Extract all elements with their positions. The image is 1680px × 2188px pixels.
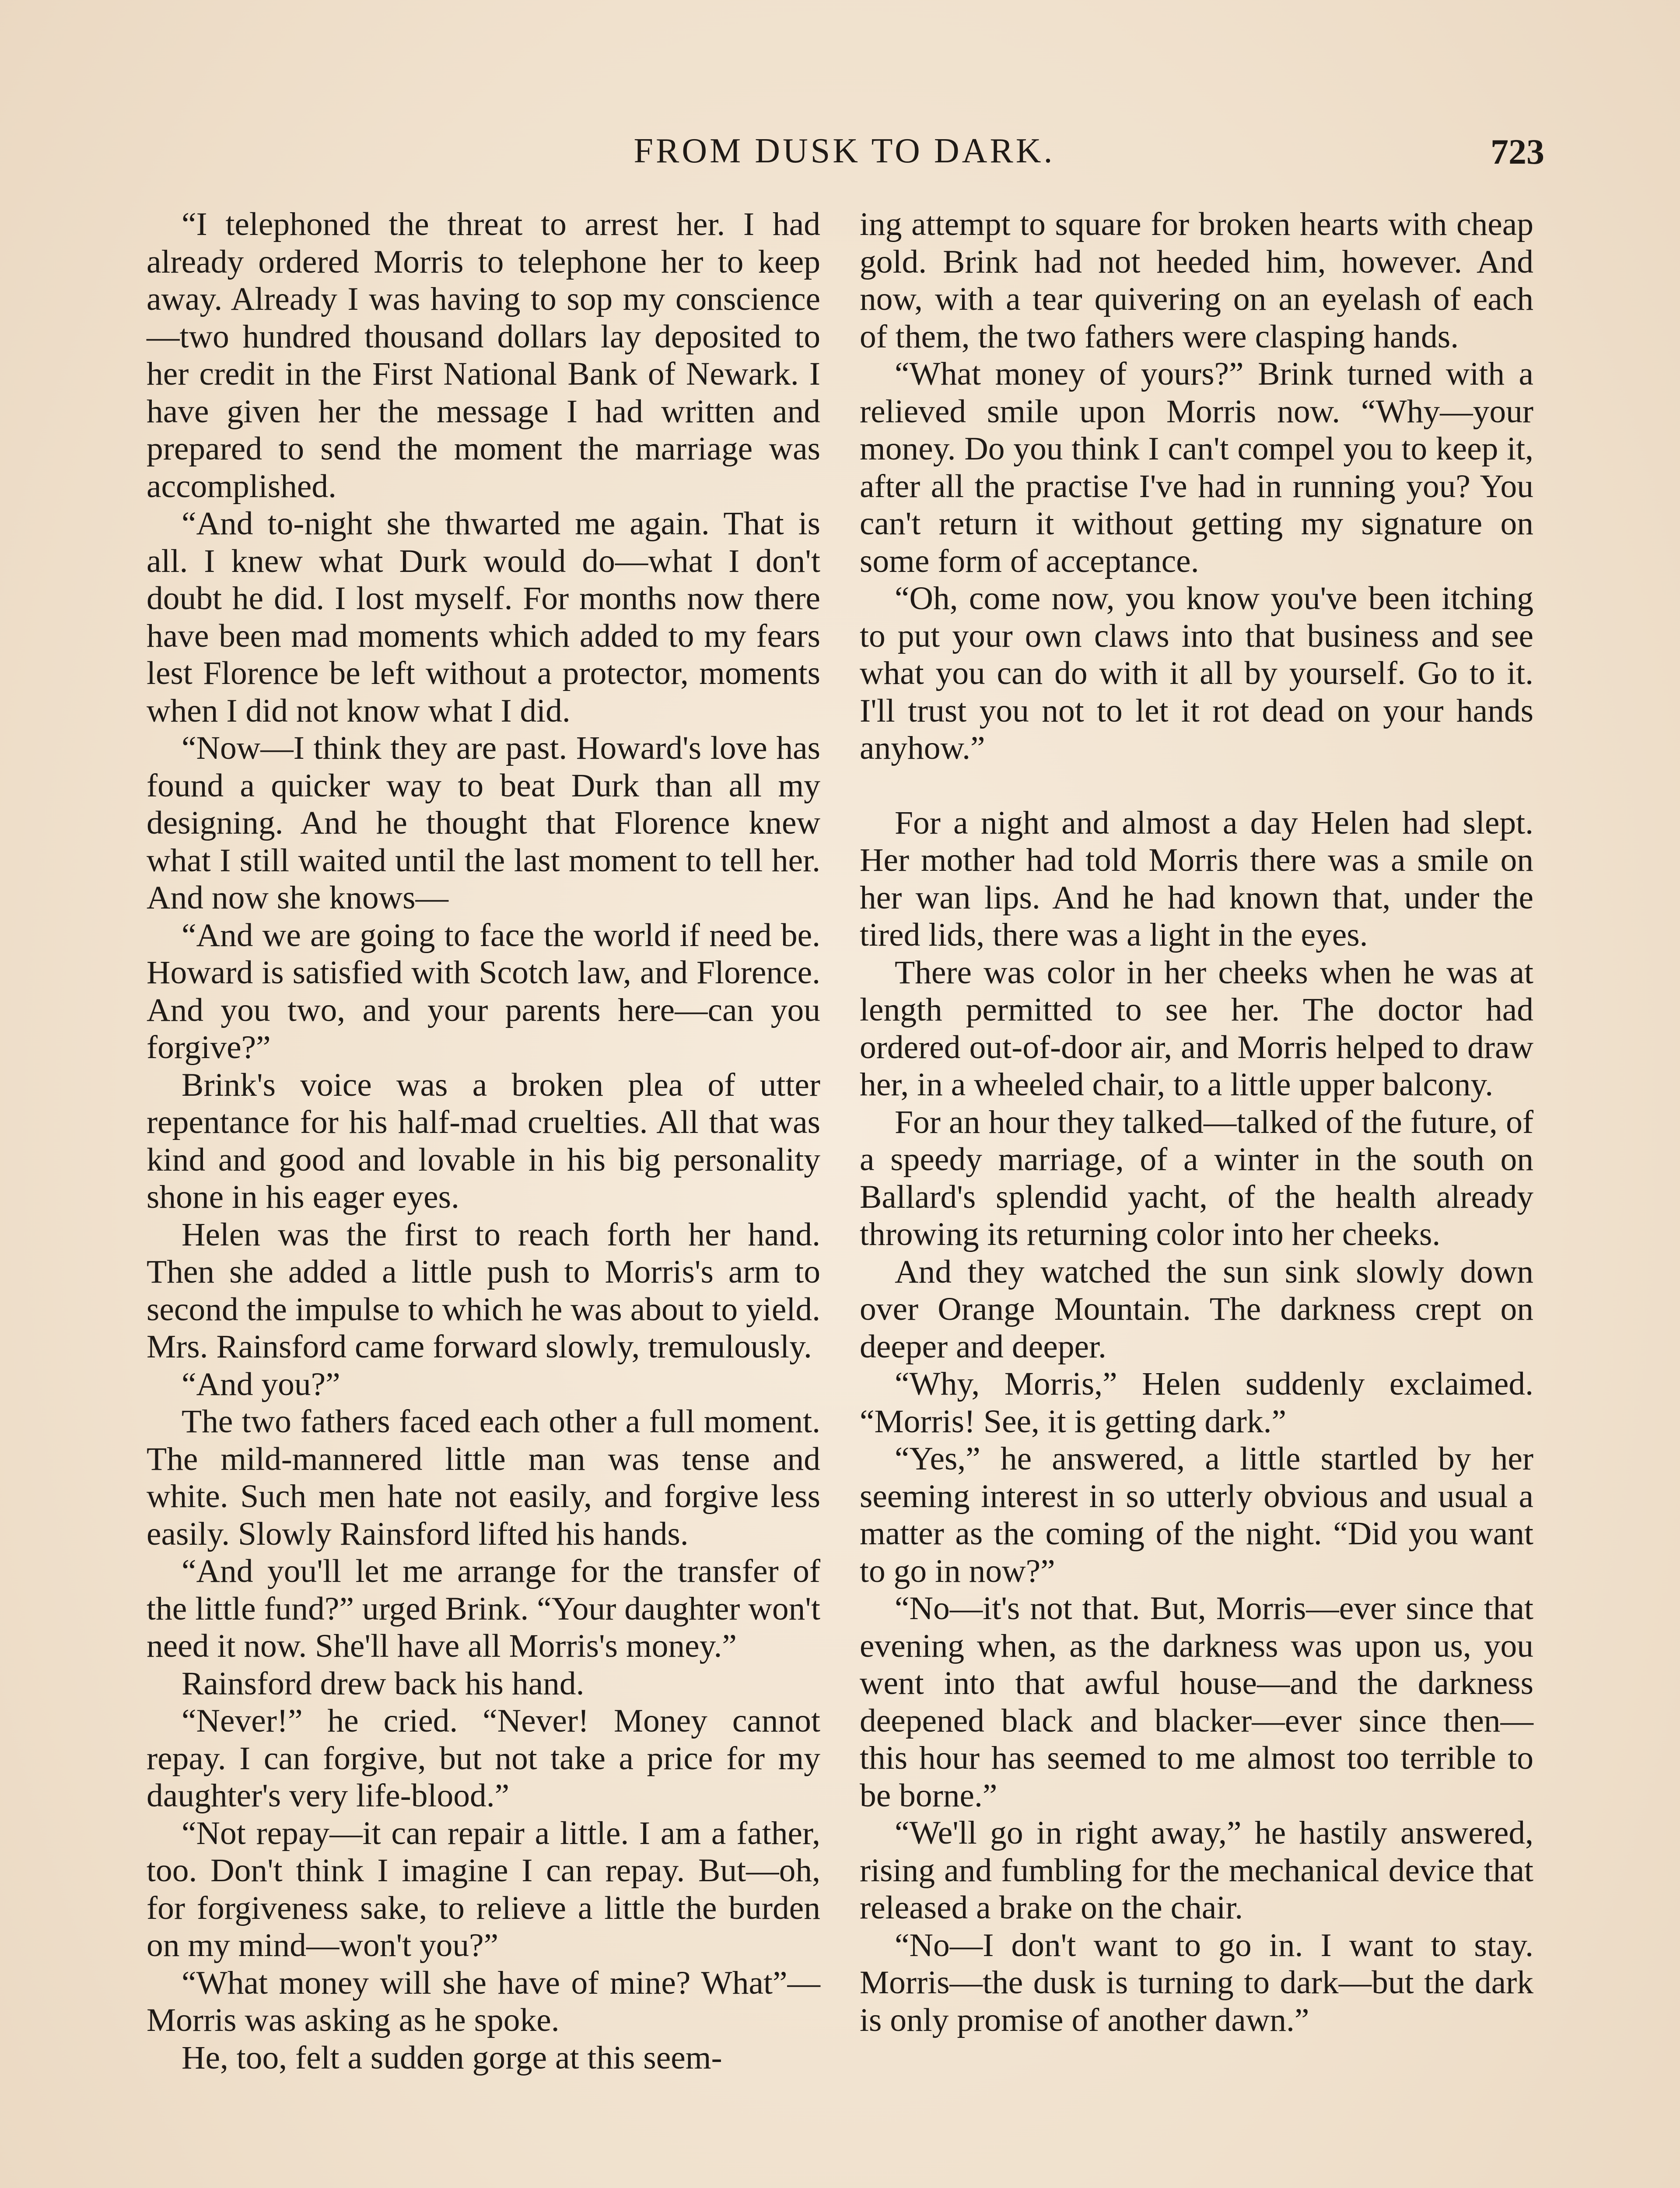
paragraph: “No—it's not that. But, Morris—ever since that evening when, as the darkness was upon us, you went into that awful house—and the darkness deepened black and blacker—ever since then—this hour has seemed to me almost too terrible to be borne.” bbox=[860, 1590, 1533, 1814]
page-number: 723 bbox=[1491, 132, 1544, 172]
paragraph: There was color in her cheeks when he was at length permitted to see her. The doctor had ordered out-of-door air, and Morris helped to draw her, in a wheeled chair, to a little upper balcony. bbox=[860, 954, 1533, 1103]
paragraph: “Now—I think they are past. Howard's love has found a quicker way to beat Durk than all my designing. And he thought that Florence knew what I still waited until the last moment to tell her. And now she knows— bbox=[147, 730, 820, 916]
paragraph: “Yes,” he answered, a little startled by her seeming interest in so utterly obvious and usual a matter as the coming of the night. “Did you want to go in now?” bbox=[860, 1441, 1533, 1589]
paragraph: Helen was the first to reach forth her hand. Then she added a little push to Morris's arm to second the impulse to which he was about to yield. Mrs. Rainsford came forward slowly, tremulously. bbox=[147, 1216, 820, 1365]
paragraph: And they watched the sun sink slowly down over Orange Mountain. The darkness crept on deeper and deeper. bbox=[860, 1253, 1533, 1365]
paragraph: “And you'll let me arrange for the transfer of the little fund?” urged Brink. “Your daughter won't need it now. She'll have all Morris's money.” bbox=[147, 1553, 820, 1664]
paragraph: “And we are going to face the world if need be. Howard is satisfied with Scotch law, and Florence. And you two, and your parents here—can you forgive?” bbox=[147, 917, 820, 1066]
paragraph: The two fathers faced each other a full moment. The mild-mannered little man was tense and white. Such men hate not easily, and forgive less easily. Slowly Rainsford lifted his hands. bbox=[147, 1403, 820, 1552]
paragraph: Brink's voice was a broken plea of utter repentance for his half-mad cruelties. All that was kind and good and lovable in his big personality shone in his eager eyes. bbox=[147, 1066, 820, 1215]
paragraph: “What money will she have of mine? What”—Morris was asking as he spoke. bbox=[147, 1964, 820, 2038]
paragraph-continued: ing attempt to square for broken hearts with cheap gold. Brink had not heeded him, however. And now, with a tear quivering on an eyelash of each of them, the two fathers were clasping hands. bbox=[860, 206, 1533, 355]
paragraph: “Not repay—it can repair a little. I am a father, too. Don't think I imagine I can repay. But—oh, for forgiveness sake, to relieve a little the burden on my mind—won't you?” bbox=[147, 1815, 820, 1964]
paragraph: For a night and almost a day Helen had slept. Her mother had told Morris there was a smile on her wan lips. And he had known that, under the tired lids, there was a light in the eyes. bbox=[860, 804, 1533, 953]
section-break bbox=[860, 767, 1533, 804]
paragraph: “We'll go in right away,” he hastily answered, rising and fumbling for the mechanical device that released a brake on the chair. bbox=[860, 1815, 1533, 1926]
paragraph: Rainsford drew back his hand. bbox=[182, 1665, 584, 1702]
paragraph: He, too, felt a sudden gorge at this seem- bbox=[182, 2039, 722, 2076]
left-column bbox=[147, 206, 820, 2076]
paragraph: For an hour they talked—talked of the future, of a speedy marriage, of a winter in the south on Ballard's splendid yacht, of the health already throwing its returning color into her cheeks. bbox=[860, 1104, 1533, 1252]
paragraph: “What money of yours?” Brink turned with a relieved smile upon Morris now. “Why—your money. Do you think I can't compel you to keep it, after all the practise I've had in running you? You can't return it without getting my signature on some form of acceptance. bbox=[860, 356, 1533, 579]
paragraph: “Never!” he cried. “Never! Money cannot repay. I can forgive, but not take a price for my daughter's very life-blood.” bbox=[147, 1703, 820, 1814]
paragraph: “I telephoned the threat to arrest her. I had already ordered Morris to telephone her to keep away. Already I was having to sop my conscience—two hundred thousand dollars lay deposited to her credit in the First National Bank of Newark. I have given her the message I had written and prepared to send the moment the marriage was accomplished. bbox=[147, 206, 820, 505]
paragraph: “Oh, come now, you know you've been itching to put your own claws into that business and see what you can do with it all by yourself. Go to it. I'll trust you not to let it rot dead on your hands anyhow.” bbox=[860, 580, 1533, 766]
page-header bbox=[144, 131, 1544, 179]
paragraph: “No—I don't want to go in. I want to stay. Morris—the dusk is turning to dark—but the dark is only promise of another dawn.” bbox=[860, 1927, 1533, 2038]
running-head: FROM DUSK TO DARK. bbox=[634, 132, 1055, 170]
paragraph: “Why, Morris,” Helen suddenly exclaimed. “Morris! See, it is getting dark.” bbox=[860, 1366, 1533, 1440]
paragraph: “And to-night she thwarted me again. That is all. I knew what Durk would do—what I don't doubt he did. I lost myself. For months now there have been mad moments which added to my fears lest Florence be left without a protector, moments when I did not know what I did. bbox=[147, 505, 820, 729]
paragraph: “And you?” bbox=[182, 1366, 340, 1403]
right-column bbox=[860, 206, 1533, 2039]
